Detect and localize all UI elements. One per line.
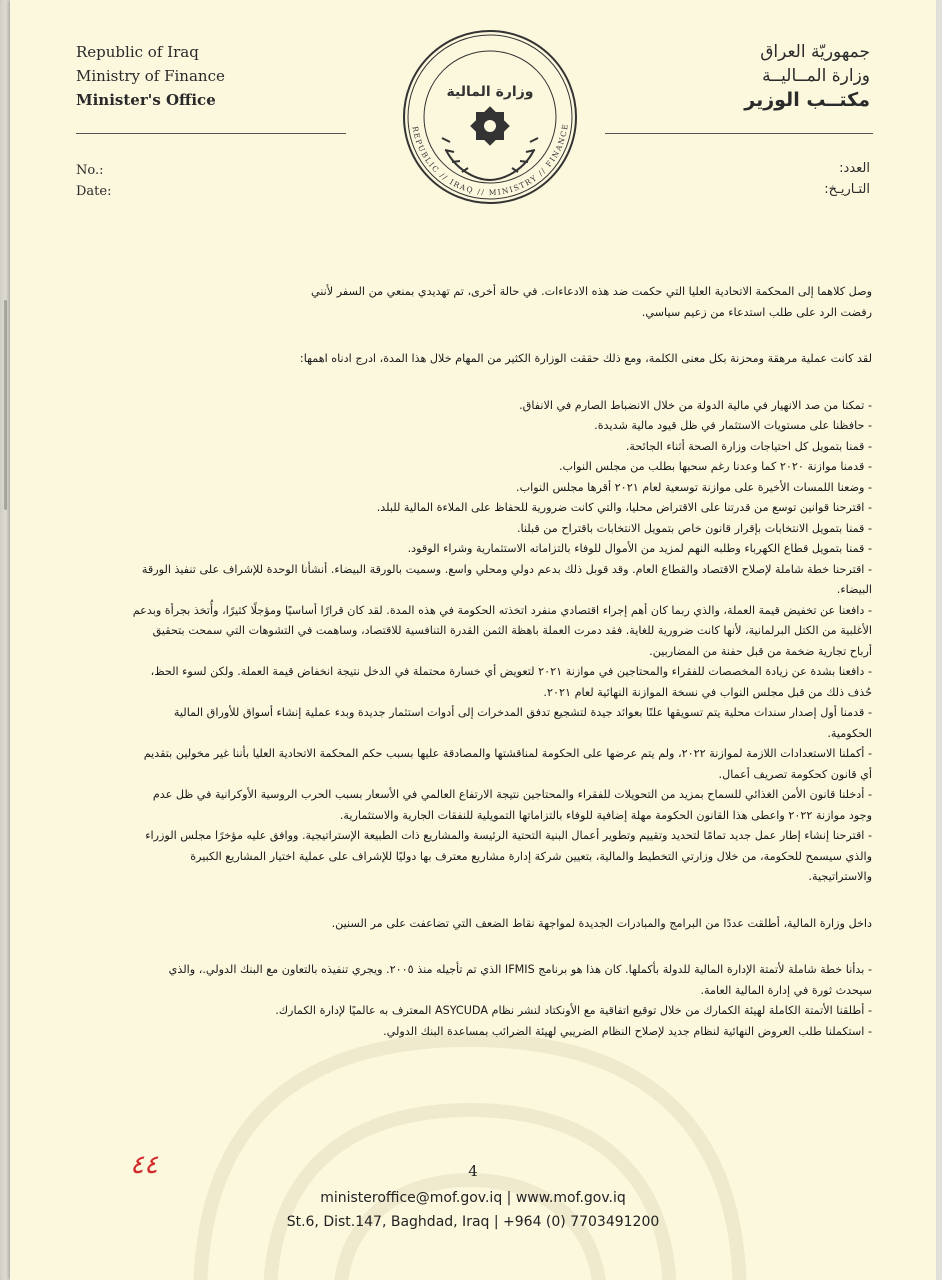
achievement-item: - حافظنا على مستويات الاستثمار في ظل قيود مالية شديدة. xyxy=(594,419,872,432)
reference-fields xyxy=(76,160,111,202)
seal-inner-text: وزارة المالية xyxy=(446,84,534,100)
ministry-name-ar: وزارة المــاليــة xyxy=(762,66,870,86)
achievement-item: - اقترحنا قوانين توسع من قدرتنا على الاقتراض محليا، والتي كانت ضرورية للحفاظ على الملاءة المالية للبلد. xyxy=(376,501,872,514)
header-english xyxy=(76,40,225,112)
scroll-indicator[interactable] xyxy=(4,300,7,510)
header-divider-left xyxy=(76,133,346,134)
header-arabic xyxy=(744,40,870,112)
body-paragraph: داخل وزارة المالية، أطلقت عددًا من البرامج والمبادرات الجديدة لمواجهة نقاط الضعف التي تضاعفت على مر السنين. xyxy=(331,916,872,930)
left-edge xyxy=(0,0,10,1280)
footer-address: St.6, Dist.147, Baghdad, Iraq | +964 (0) 7703491200 xyxy=(286,1214,660,1230)
office-name-ar: مكتــب الوزير xyxy=(744,89,870,111)
achievement-item: - قمنا بتمويل قطاع الكهرباء وطلبه النهم لمزيد من الأموال للوفاء بالتزاماته الاستثمارية وشراء الوقود. xyxy=(407,542,872,555)
seal-ring-text: REPUBLIC // IRAQ // MINISTRY // FINANCE xyxy=(410,122,570,198)
initiative-item: - استكملنا طلب العروض النهائية لنظام جديد لإصلاح النظام الضريبي لهيئة الضرائب بمساعدة البنك الدولي. xyxy=(383,1024,872,1038)
header-divider-right xyxy=(605,133,873,134)
page-number: 4 xyxy=(468,1162,478,1180)
achievement-item: - قدمنا أول إصدار سندات محلية يتم تسويقها علنًا بعوائد جيدة لتشجيع تدفق المدخرات إلى أدوات استثمار جديدة وبدء عملية إنشاء أسواق للأوراق المالية الحكومية. xyxy=(173,706,872,740)
achievement-item: - تمكنا من صد الانهيار في مالية الدولة من خلال الانضباط الصارم في الانفاق. xyxy=(519,398,872,412)
achievement-item: - قدمنا موازنة ٢٠٢٠ كما وعدنا رغم سحبها بطلب من مجلس النواب. xyxy=(558,460,872,473)
initiative-item: - أطلقنا الأتمتة الكاملة لهيئة الكمارك من خلال توقيع اتفاقية مع الأونكتاد لنشر نظام ASYCUDA المعترف به عالميًا لإدارة الكمارك. xyxy=(275,1004,872,1017)
ministry-seal-icon xyxy=(376,30,604,204)
achievement-item: - اقترحنا إنشاء إطار عمل جديد تمامًا لتحديد وتقييم وتطوير أعمال البنية التحتية الرئيسة والمشاريع ذات الطبيعة الإستراتيجية. ووافق عليه مؤخرًا مجلس الوزراء والذي سيسمح للحكومة، من خلال وزارتي التخطيط والمالية، بتعيين شركة إدارة مشاريع معترف بها دوليًا للإشراف على عملية اختيار المشاريع الكبيرة والاستراتيجية. xyxy=(145,829,872,883)
body-paragraph: رفضت الرد على طلب استدعاء من زعيم سياسي. xyxy=(641,305,872,319)
office-name: Minister's Office xyxy=(76,91,216,109)
country-name: Republic of Iraq xyxy=(76,43,199,61)
country-name-ar: جمهوريّة العراق xyxy=(760,42,870,62)
body-paragraph-intro: لقد كانت عملية مرهقة ومحزنة بكل معنى الكلمة، ومع ذلك حققت الوزارة الكثير من المهام خلال هذا المدة، ادرج ادناه اهمها: xyxy=(299,352,872,365)
reference-fields-ar xyxy=(824,158,870,200)
achievement-item: - أكملنا الاستعدادات اللازمة لموازنة ٢٠٢٢، ولم يتم عرضها على الحكومة لمناقشتها والمصادقة عليها بسبب حكم المحكمة الاتحادية العليا بأننا غير مخولين بتقديم أي قانون كحكومة تصريف أعمال. xyxy=(143,747,872,781)
footer-contact: ministeroffice@mof.gov.iq | www.mof.gov.iq xyxy=(320,1190,626,1206)
achievement-item: - دافعنا بشدة عن زيادة المخصصات للفقراء والمحتاجين في موازنة ٢٠٢١ لتعويض أي خسارة محتملة في الدخل نتيجة انخفاض قيمة العملة. ولكن لسوء الحظ، حُذف ذلك من قبل مجلس النواب في نسخة الموازنة النهائية لعام ٢٠٢١. xyxy=(150,665,872,699)
initiative-item: - بدأنا خطة شاملة لأتمتة الإدارة المالية للدولة بأكملها. كان هذا هو برنامج IFMIS الذي تم تأجيله منذ ٢٠٠٥. ويجري تنفيذه بالتعاون مع البنك الدولي.، والذي سيحدث ثورة في إدارة المالية العامة. xyxy=(168,963,872,997)
achievement-item: - اقترحنا خطة شاملة لإصلاح الاقتصاد والقطاع العام. وقد قوبل ذلك بدعم دولي ومحلي واسع. وسميت بالورقة البيضاء. أنشأنا الوحدة للإشراف على تنفيذ الورقة البيضاء. xyxy=(141,562,872,596)
achievement-item: - قمنا بتمويل كل احتياجات وزارة الصحة أثناء الجائحة. xyxy=(625,439,872,453)
achievement-item: - دافعنا عن تخفيض قيمة العملة، والذي ربما كان أهم إجراء اقتصادي منفرد اتخذته الحكومة في هذه المدة. لقد كان قرارًا أساسيًا ومؤجلًا كثيرًا، وأُتخذ بجرأة وبدعم الأغلبية من الكتل البرلمانية، لأنها كانت ضرورية للغاية. فقد دمرت العملة باهظة الثمن القدرة التنافسية للاقتصاد، وساهمت في التشوهات التي سمحت بتحقيق أرباح تجارية ضخمة من قبل حفنة من المضاربين. xyxy=(132,603,872,658)
body-paragraph: وصل كلاهما إلى المحكمة الاتحادية العليا التي حكمت ضد هذه الادعاءات. في حالة أخرى، تم تهديدي بمنعي من السفر لأنني xyxy=(310,285,872,298)
handwritten-annotation: ٤٤ xyxy=(130,1150,158,1180)
date-label: Date: xyxy=(76,184,112,199)
watermark-ornament-icon xyxy=(160,1000,780,1280)
letter-footer xyxy=(10,1186,936,1234)
achievement-item: - أدخلنا قانون الأمن الغذائي للسماح بمزيد من التحويلات للفقراء والمحتاجين نتيجة الارتفاع العالمي في الأسعار بسبب الحرب الروسية الأوكرانية في ظل عدم وجود موازنة ٢٠٢٢ واعطى هذا القانون الحكومة مهلة إضافية للوفاء بالتزاماتها التمويلية للنفقات الجارية والاستثمارية. xyxy=(152,788,872,822)
ministry-name: Ministry of Finance xyxy=(76,67,225,85)
letter-page xyxy=(10,0,936,1280)
letter-body xyxy=(132,282,872,1042)
number-label-ar: العدد: xyxy=(839,161,870,176)
number-label: No.: xyxy=(76,163,104,178)
achievement-item: - قمنا بتمويل الانتخابات بإقرار قانون خاص بتمويل الانتخابات باقتراح من قبلنا. xyxy=(516,521,872,535)
date-label-ar: التـاريـخ: xyxy=(824,182,870,197)
achievement-item: - وضعنا اللمسات الأخيرة على موازنة توسعية لعام ٢٠٢١ أقرها مجلس النواب. xyxy=(516,480,872,494)
